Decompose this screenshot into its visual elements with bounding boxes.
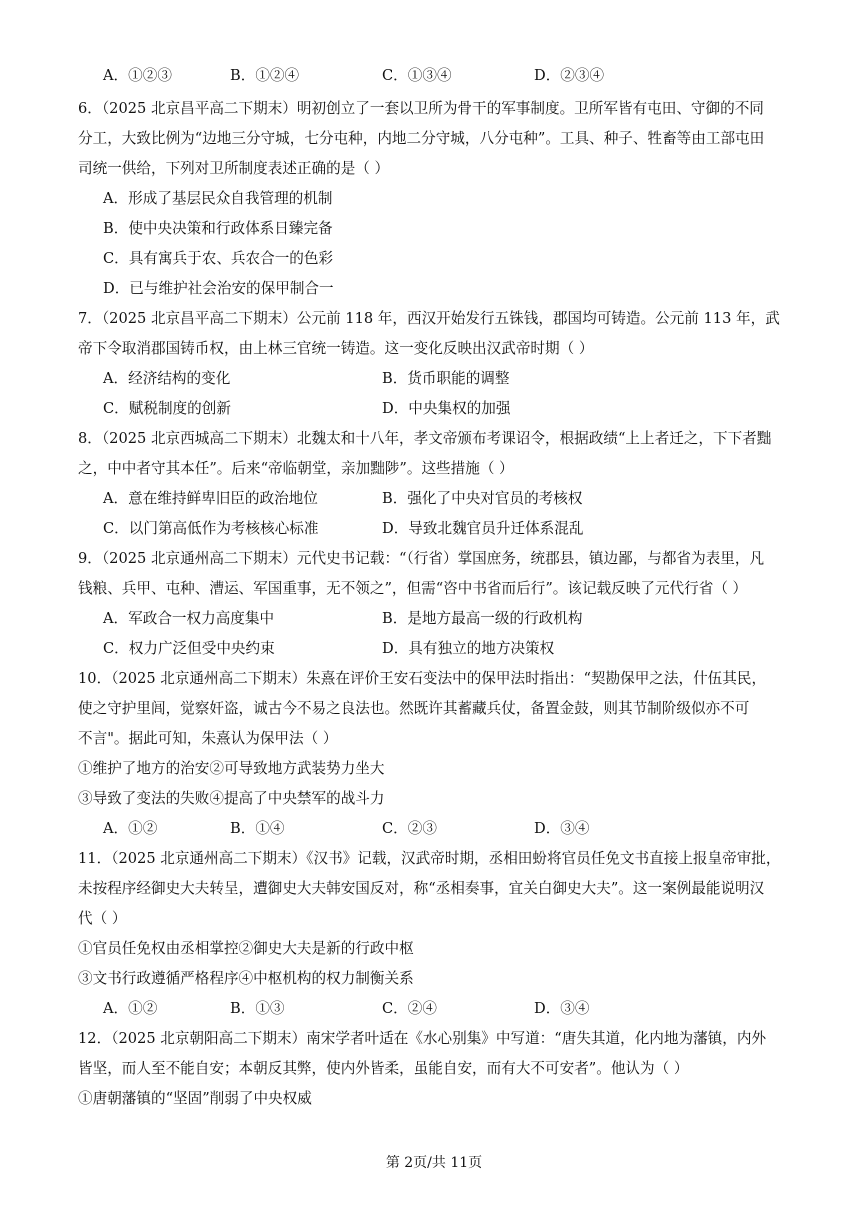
q11-line-2: 未按程序经御史大夫转呈，遭御史大夫韩安国反对，称“丞相奏事，宜关白御史大夫”。这一案例最能说明汉: [78, 880, 765, 897]
q7-option-d: D．中央集权的加强: [382, 400, 511, 417]
q10-line-3: 不言"。据此可知，朱熹认为保甲法（ ）: [78, 730, 338, 747]
q6-line-1: 6．（2025 北京昌平高二下期末）明初创立了一套以卫所为骨干的军事制度。卫所军皆有屯田、守御的不同: [78, 100, 764, 117]
q11-statements-1: ①官员任免权由丞相掌控②御史大夫是新的行政中枢: [78, 940, 414, 957]
q9-option-d: D．具有独立的地方决策权: [382, 640, 555, 657]
option-c: C．①③④: [382, 67, 452, 84]
q7-option-c: C．赋税制度的创新: [103, 400, 231, 417]
q10-statements-1: ①维护了地方的治安②可导致地方武装势力坐大: [78, 760, 385, 777]
q9-line-2: 钱粮、兵甲、屯种、漕运、军国重事，无不领之”，但需“咨中书省而后行”。该记载反映了元代行省（ ）: [78, 580, 748, 597]
q10-statements-2: ③导致了变法的失败④提高了中央禁军的战斗力: [78, 790, 385, 807]
q10-line-2: 使之守护里闾，觉察奸盗，诚古今不易之良法也。然既许其蓄藏兵仗，备置金鼓，则其节制阶级似亦不可: [78, 700, 750, 717]
q11-option-c: C．②④: [382, 1000, 437, 1017]
q8-line-2: 之，中中者守其本任”。后来“帝临朝堂，亲加黜陟”。这些措施（ ）: [78, 460, 514, 477]
q7-option-a: A．经济结构的变化: [103, 370, 231, 387]
q12-line-1: 12．（2025 北京朝阳高二下期末）南宋学者叶适在《水心别集》中写道：“唐失其道，化内地为藩镇，内外: [78, 1030, 767, 1047]
q7-line-1: 7．（2025 北京昌平高二下期末）公元前 118 年，西汉开始发行五铢钱，郡国均可铸造。公元前 113 年，武: [78, 310, 780, 327]
q12-line-2: 皆坚，而人至不能自安；本朝反其弊，使内外皆柔，虽能自安，而有大不可安者”。他认为（ ）: [78, 1060, 689, 1077]
q10-option-c: C．②③: [382, 820, 437, 837]
q12-statements-1: ①唐朝藩镇的“坚固”削弱了中央权威: [78, 1090, 312, 1107]
q9-line-1: 9．（2025 北京通州高二下期末）元代史书记载：“（行省）掌国庶务，统郡县，镇边鄙，与都省为表里，凡: [78, 550, 765, 567]
q6-option-d: D．已与维护社会治安的保甲制合一: [103, 280, 334, 297]
q9-option-c: C．权力广泛但受中央约束: [103, 640, 275, 657]
q11-line-1: 11．（2025 北京通州高二下期末）《汉书》记载，汉武帝时期，丞相田蚡将官员任免文书直接上报皇帝审批，: [78, 850, 781, 867]
q8-option-a: A．意在维持鲜卑旧臣的政治地位: [103, 490, 318, 507]
q6-option-a: A．形成了基层民众自我管理的机制: [103, 190, 333, 207]
q6-line-2: 分工，大致比例为“边地三分守城，七分屯种，内地二分守城，八分屯种”。工具、种子、牲畜等由工部屯田: [78, 130, 765, 147]
q9-option-b: B．是地方最高一级的行政机构: [382, 610, 583, 627]
q11-option-b: B．①③: [230, 1000, 285, 1017]
q7-line-2: 帝下令取消郡国铸币权，由上林三官统一铸造。这一变化反映出汉武帝时期（ ）: [78, 340, 594, 357]
option-d: D．②③④: [534, 67, 605, 84]
q8-option-c: C．以门第高低作为考核核心标准: [103, 520, 319, 537]
q6-option-b: B．使中央决策和行政体系日臻完备: [103, 220, 333, 237]
page-number: 第 2页/共 11页: [385, 1155, 483, 1171]
option-b: B．①②④: [230, 67, 300, 84]
q11-line-3: 代（ ）: [78, 910, 127, 927]
q10-option-a: A．①②: [103, 820, 158, 837]
q9-option-a: A．军政合一权力高度集中: [103, 610, 275, 627]
q7-option-b: B．货币职能的调整: [382, 370, 510, 387]
q10-option-d: D．③④: [534, 820, 590, 837]
q10-option-b: B．①④: [230, 820, 285, 837]
q8-option-d: D．导致北魏官员升迁体系混乱: [382, 520, 584, 537]
q10-line-1: 10．（2025 北京通州高二下期末）朱熹在评价王安石变法中的保甲法时指出：“契勘保甲之法，什伍其民，: [78, 670, 767, 687]
option-a: A．①②③: [103, 67, 172, 84]
q6-line-3: 司统一供给，下列对卫所制度表述正确的是（ ）: [78, 160, 390, 177]
q8-option-b: B．强化了中央对官员的考核权: [382, 490, 583, 507]
q11-statements-2: ③文书行政遵循严格程序④中枢机构的权力制衡关系: [78, 970, 414, 987]
q6-option-c: C．具有寓兵于农、兵农合一的色彩: [103, 250, 334, 267]
q11-option-d: D．③④: [534, 1000, 590, 1017]
q8-line-1: 8．（2025 北京西城高二下期末）北魏太和十八年，孝文帝颁布考课诏令，根据政绩“上上者迁之，下下者黜: [78, 430, 772, 447]
q11-option-a: A．①②: [103, 1000, 158, 1017]
